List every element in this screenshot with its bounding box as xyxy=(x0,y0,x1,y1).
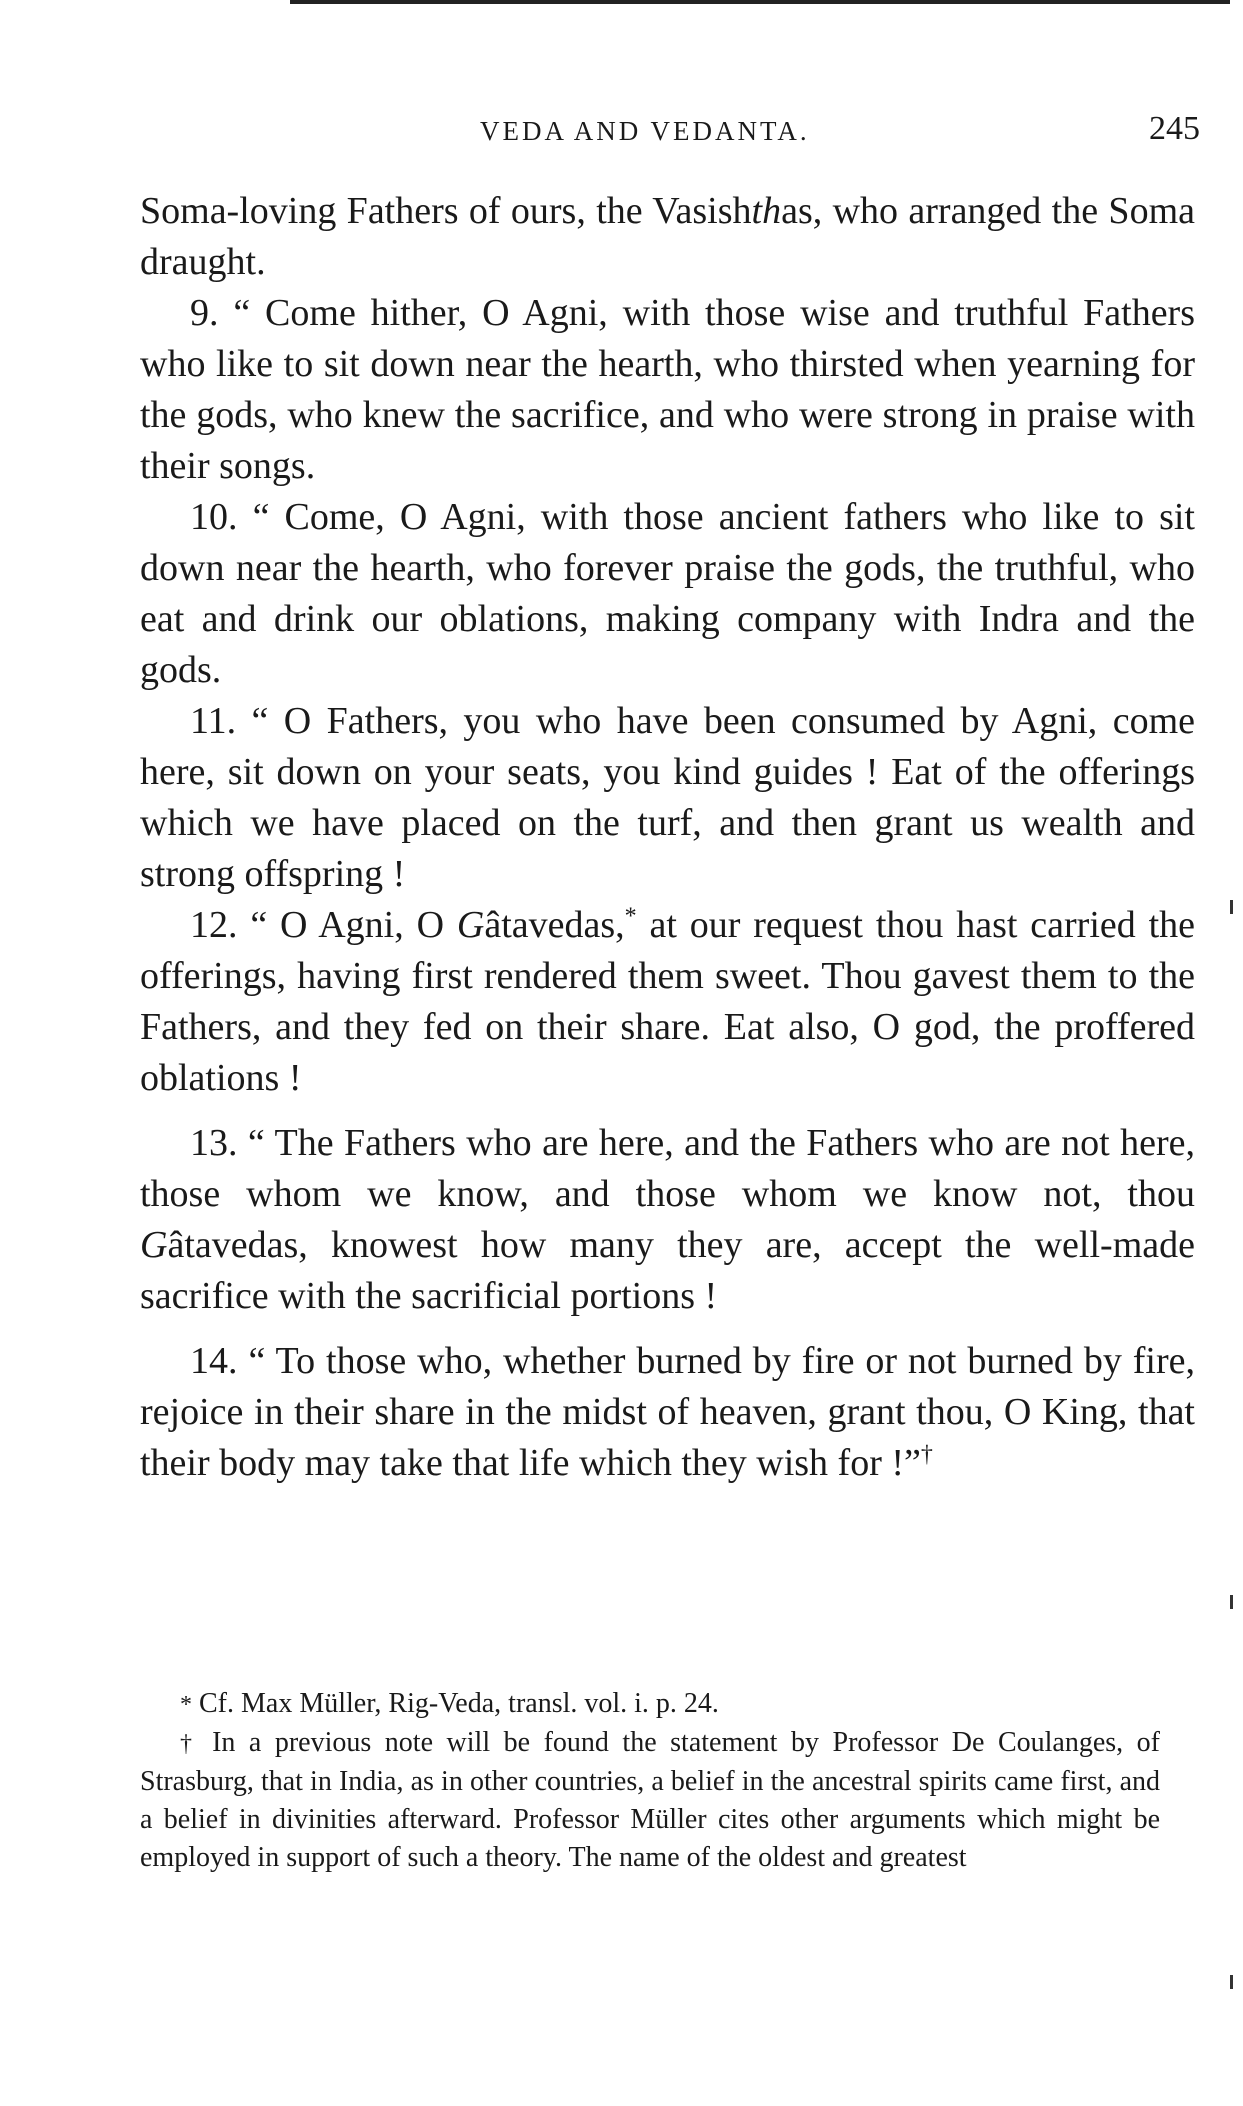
stanza-number: 10. xyxy=(190,496,238,538)
footnote-symbol: * xyxy=(180,1692,192,1718)
margin-mark xyxy=(1230,1595,1233,1609)
stanza-number: 14. xyxy=(190,1340,238,1382)
stanza-10: 10. “ Come, O Agni, with those ancient fathers who like to sit down near the hearth, who forever praise the gods, the truthful, who eat and drink our oblations, making company with Indra and the gods. xyxy=(140,496,1195,691)
stanza-9: 9. “ Come hither, O Agni, with those wise and truthful Fathers who like to sit down near the hearth, who thirsted when yearning for the gods, who knew the sacrifice, and who were strong in praise with their songs. xyxy=(140,292,1196,487)
stanza-14: 14. “ To those who, whether burned by fire or not burned by fire, rejoice in their share in the midst of heaven, grant thou, O King, that their body may take that life which they wish for !”† xyxy=(140,1340,1196,1484)
stanza-number: 13. xyxy=(190,1122,238,1164)
stanza-13: 13. “ The Fathers who are here, and the Fathers who are not here, those whom we know, and those whom we know not, thou Gâtavedas, knowest how many they are, accept the well-made sacrifice with the sacrificial portions ! xyxy=(140,1122,1195,1317)
continuation-paragraph: Soma-loving Fathers of ours, the Vasishthas, who arranged the Soma draught. xyxy=(140,190,1195,283)
footnote-marker: * xyxy=(624,903,637,930)
page-number: 245 xyxy=(1149,110,1200,147)
stanza-12: 12. “ O Agni, O Gâtavedas,* at our request thou hast carried the offerings, having first rendered them sweet. Thou gavest them to the Fathers, and they fed on their share. Eat also, O god, the proffered oblations ! xyxy=(140,903,1196,1099)
page-header xyxy=(140,110,1200,160)
stanza-11: 11. “ O Fathers, you who have been consumed by Agni, come here, sit down on your seats, you kind guides ! Eat of the offerings which we have placed on the turf, and then grant us wealth and strong offspring ! xyxy=(140,700,1196,895)
top-rule xyxy=(290,0,1230,4)
stanza-number: 9. xyxy=(190,292,219,334)
footnotes xyxy=(140,1685,1160,1877)
running-title: VEDA AND VEDANTA. xyxy=(480,116,810,146)
main-text xyxy=(140,186,1195,1489)
footnote-marker: † xyxy=(920,1441,933,1468)
stanza-number: 12. xyxy=(190,904,238,946)
footnote-symbol: † xyxy=(180,1731,199,1757)
footnote-1: * Cf. Max Müller, Rig-Veda, transl. vol. i. p. 24. xyxy=(180,1688,719,1719)
margin-mark xyxy=(1230,1975,1233,1989)
stanza-number: 11. xyxy=(190,700,237,742)
margin-mark xyxy=(1230,900,1233,914)
footnote-2: † In a previous note will be found the statement by Professor De Coulanges, of Strasburg, that in India, as in other countries, a belief in the ancestral spirits came first, and a belief in divinities afterward. Professor Müller cites other arguments which might be employed in support of such a theory. The name of the oldest and greatest xyxy=(140,1727,1161,1873)
